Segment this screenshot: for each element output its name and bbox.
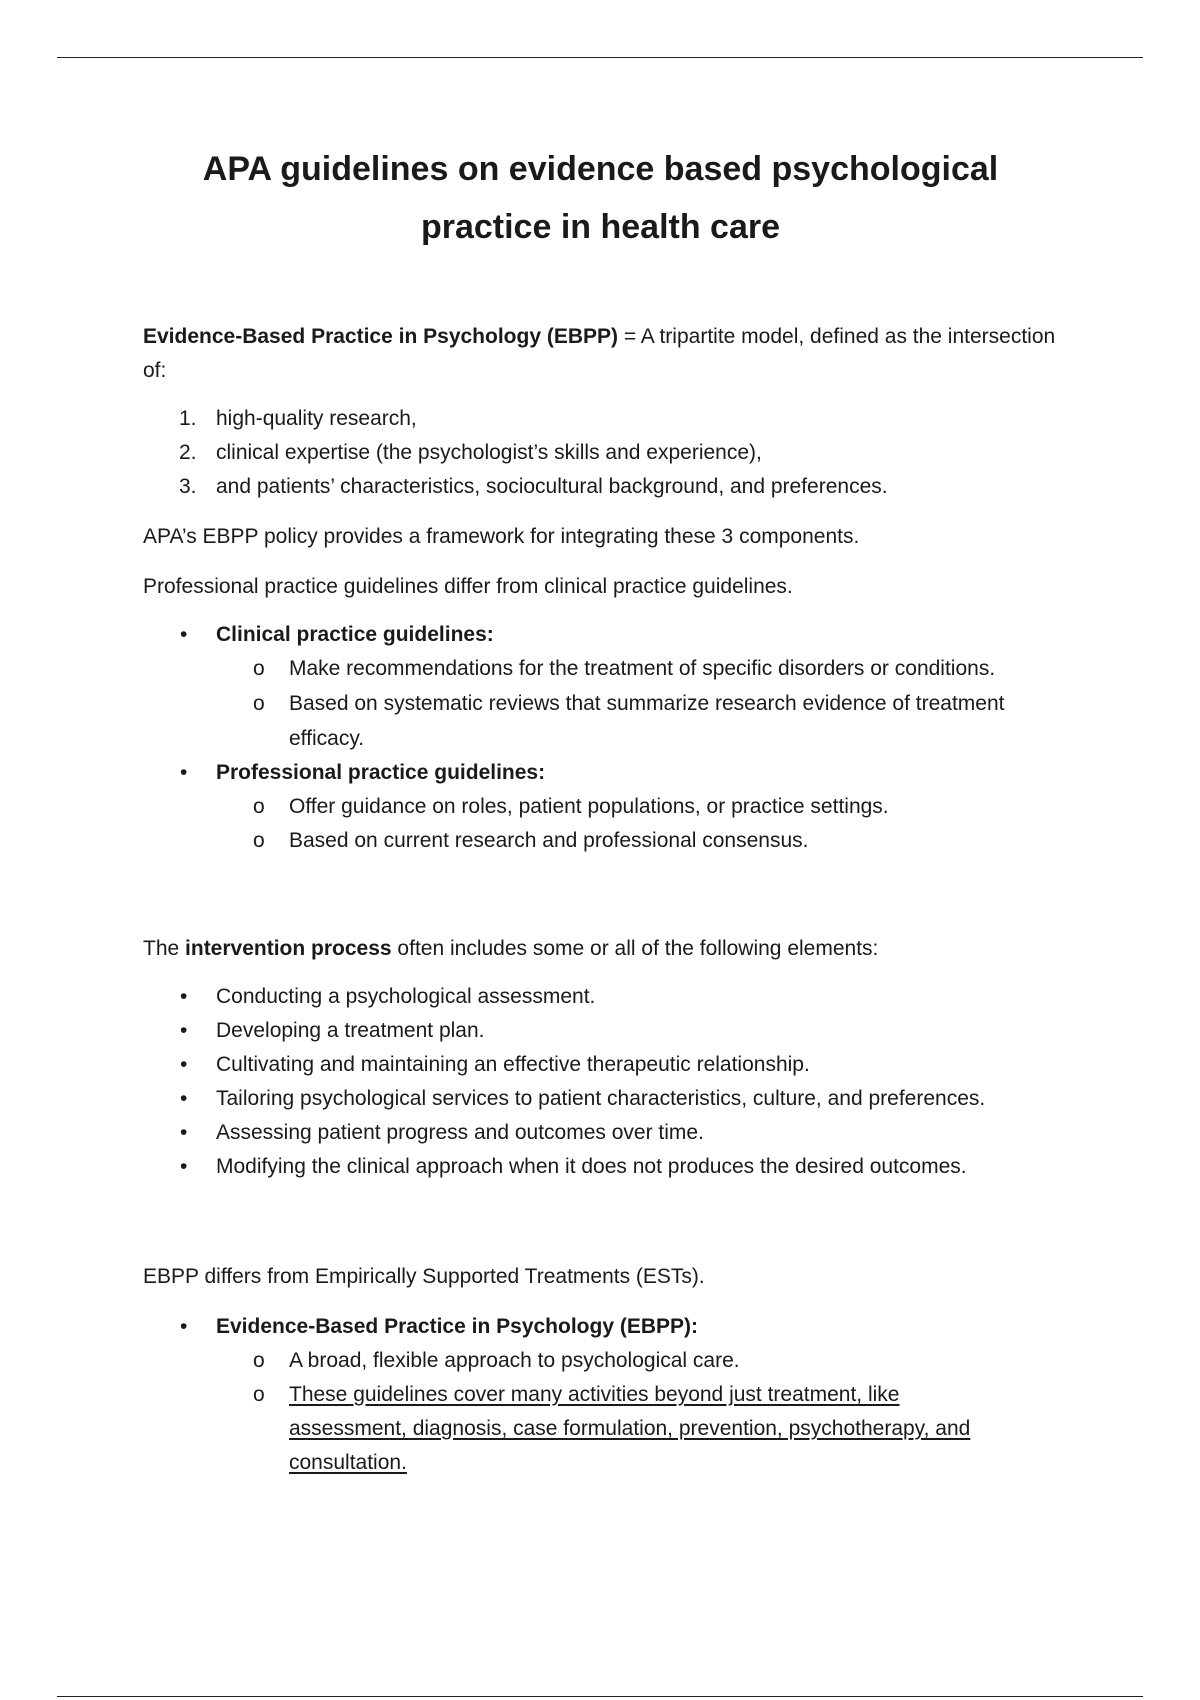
list-item xyxy=(143,1014,1058,1048)
sub-item-text: Make recommendations for the treatment of specific disorders or conditions. xyxy=(289,657,996,680)
sub-list-item xyxy=(143,652,1058,686)
sub-list xyxy=(143,652,1058,756)
list-item-text: and patients’ characteristics, sociocultural background, and preferences. xyxy=(216,475,888,498)
list-item xyxy=(143,1310,1058,1480)
header-rule xyxy=(57,57,1143,58)
list-item-text: clinical expertise (the psychologist’s skills and experience), xyxy=(216,441,762,464)
ests-paragraph: EBPP differs from Empirically Supported Treatments (ESTs). xyxy=(143,1265,705,1288)
document-page xyxy=(143,140,1058,1480)
guidelines-list xyxy=(143,618,1058,858)
title-line-1: APA guidelines on evidence based psychological xyxy=(202,150,999,188)
ebpp-definition xyxy=(143,320,1058,388)
circle-bullet-icon: o xyxy=(253,692,265,715)
list-item-text: Modifying the clinical approach when it does not produces the desired outcomes. xyxy=(216,1155,967,1178)
bullet-icon: • xyxy=(180,623,188,646)
sub-item-text: A broad, flexible approach to psychological care. xyxy=(289,1349,740,1372)
intervention-term: intervention process xyxy=(185,937,392,960)
sub-item-text: Offer guidance on roles, patient populations, or practice settings. xyxy=(289,795,889,818)
list-number: 2. xyxy=(179,441,197,464)
sub-list-item xyxy=(143,824,1058,858)
differ-paragraph: Professional practice guidelines differ from clinical practice guidelines. xyxy=(143,575,793,598)
ests-list xyxy=(143,1310,1058,1480)
sub-list-item xyxy=(143,790,1058,824)
bullet-icon: • xyxy=(180,1121,188,1144)
intervention-paragraph xyxy=(143,932,1058,966)
circle-bullet-icon: o xyxy=(253,657,265,680)
components-list xyxy=(143,402,1058,504)
bullet-icon: • xyxy=(180,1315,188,1338)
bullet-icon: • xyxy=(180,1087,188,1110)
list-item xyxy=(143,980,1058,1014)
sub-item-text-underlined: These guidelines cover many activities beyond just treatment, like assessment, diagnosis, case formulation, prevention, psychotherapy, and consultation. xyxy=(289,1383,971,1474)
title-line-2: practice in health care xyxy=(420,208,781,246)
list-number: 1. xyxy=(179,407,197,430)
circle-bullet-icon: o xyxy=(253,829,265,852)
list-item-text: Developing a treatment plan. xyxy=(216,1019,485,1042)
list-item xyxy=(143,1082,1058,1116)
bullet-icon: • xyxy=(180,1053,188,1076)
intervention-list xyxy=(143,980,1058,1184)
footer-rule xyxy=(57,1696,1143,1697)
sub-list-item xyxy=(143,686,1058,756)
guideline-heading: Professional practice guidelines: xyxy=(216,761,546,784)
circle-bullet-icon: o xyxy=(253,1349,265,1372)
list-item xyxy=(143,756,1058,858)
bullet-icon: • xyxy=(180,1019,188,1042)
sub-list xyxy=(143,1344,1058,1480)
list-item xyxy=(143,1116,1058,1150)
intervention-post: often includes some or all of the following elements: xyxy=(391,937,879,960)
sub-list-item xyxy=(143,1378,1058,1480)
list-item-text: Assessing patient progress and outcomes over time. xyxy=(216,1121,704,1144)
list-item-text: high-quality research, xyxy=(216,407,417,430)
ebpp-term: Evidence-Based Practice in Psychology (EBPP) xyxy=(143,325,619,348)
circle-bullet-icon: o xyxy=(253,1383,265,1406)
list-item xyxy=(143,470,1058,504)
framework-paragraph: APA’s EBPP policy provides a framework for integrating these 3 components. xyxy=(143,525,860,548)
list-item-text: Tailoring psychological services to patient characteristics, culture, and preferences. xyxy=(216,1087,986,1110)
list-item xyxy=(143,618,1058,756)
sub-item-text: Based on systematic reviews that summarize research evidence of treatment efficacy. xyxy=(289,692,1005,750)
bullet-icon: • xyxy=(180,1155,188,1178)
sub-item-text: Based on current research and professional consensus. xyxy=(289,829,809,852)
list-item-text: Cultivating and maintaining an effective therapeutic relationship. xyxy=(216,1053,810,1076)
bullet-icon: • xyxy=(180,761,188,784)
list-item xyxy=(143,436,1058,470)
guideline-heading: Clinical practice guidelines: xyxy=(216,623,494,646)
list-number: 3. xyxy=(179,475,197,498)
list-item xyxy=(143,1048,1058,1082)
sub-list xyxy=(143,790,1058,858)
ebpp-definition-text: = A tripartite model, defined as the intersection of: xyxy=(143,325,1056,382)
list-item xyxy=(143,402,1058,436)
ebpp-heading: Evidence-Based Practice in Psychology (EBPP): xyxy=(216,1315,698,1338)
intervention-pre: The xyxy=(143,937,186,960)
list-item xyxy=(143,1150,1058,1184)
document-title xyxy=(83,140,1118,256)
list-item-text: Conducting a psychological assessment. xyxy=(216,985,596,1008)
sub-list-item xyxy=(143,1344,1058,1378)
circle-bullet-icon: o xyxy=(253,795,265,818)
bullet-icon: • xyxy=(180,985,188,1008)
